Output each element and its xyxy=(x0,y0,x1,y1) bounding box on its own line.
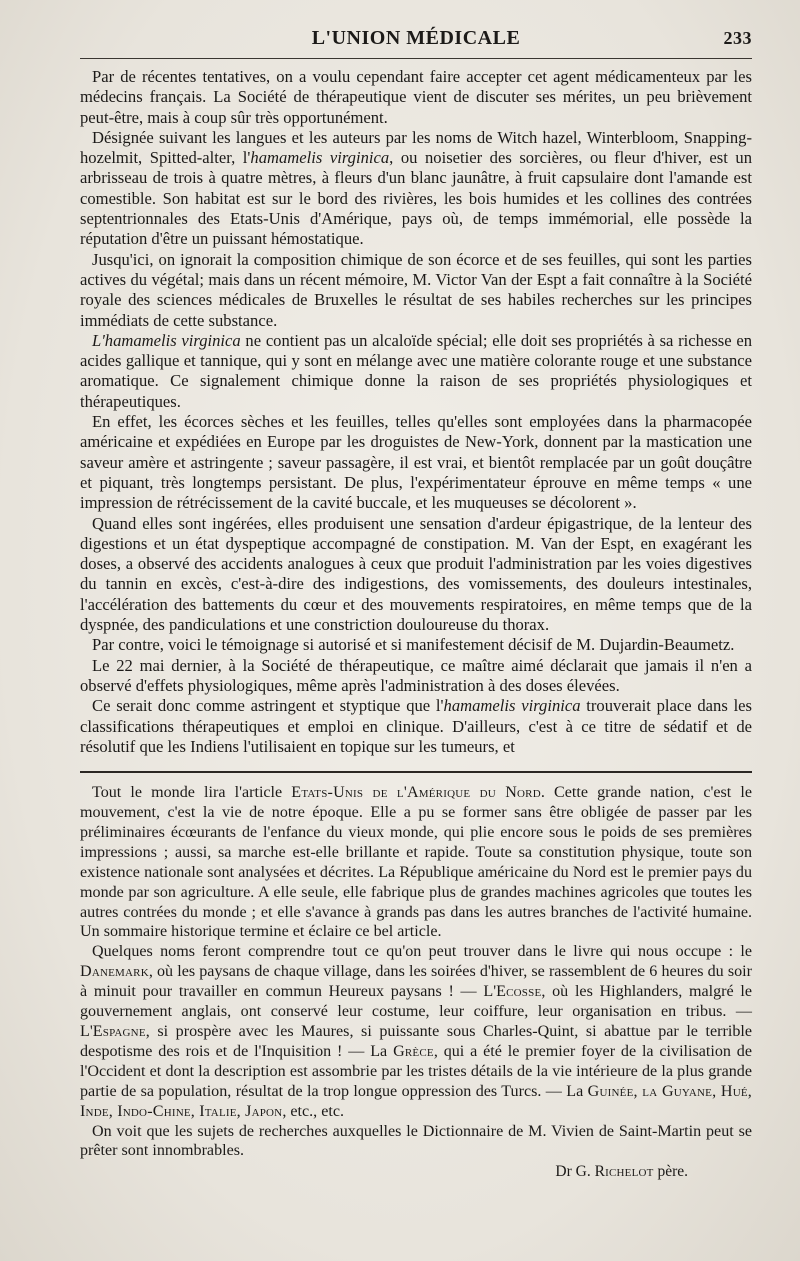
paragraph: En effet, les écorces sèches et les feuilles, telles qu'elles sont employées dans la pharmacopée américaine et expédiées en Europe par les droguistes de New-York, donnent par la mastication une saveur amère et astringente ; saveur passagère, il est vrai, et bientôt remplacée par un goût douçâtre et piquant, très longtemps persistant. De plus, l'expérimentateur éprouve en même temps « une impression de rétrécissement de la cavité buccale, et les muqueuses se décolorent ». xyxy=(80,412,752,513)
article-title: Etats-Unis de l'Amérique du Nord xyxy=(291,784,541,802)
country-name: Danemark xyxy=(80,963,149,981)
main-article xyxy=(80,67,752,757)
author-signature xyxy=(80,1163,752,1181)
paragraph: Par contre, voici le témoignage si autorisé et si manifestement décisif de M. Dujardin-Beaumetz. xyxy=(92,635,735,655)
paragraph xyxy=(80,942,752,1121)
text-run: Quelques noms feront comprendre tout ce qu'on peut trouver dans le livre qui nous occupe : le xyxy=(92,943,752,961)
text-run: Désignée suivant les langues et les auteurs par les noms de Witch hazel, Winterbloom, Snapping-hozelmit, Spitted-alter, l' xyxy=(80,127,752,168)
text-run: , où les Highlanders, malgré le gouvernement anglais, ont conservé leur costume, leur coiffure, leur organisation en tribus. — L' xyxy=(80,983,752,1040)
country-name: Espagne xyxy=(92,1022,146,1040)
text-run: , qui a été le premier foyer de la civilisation de l'Occident et dont la description est assombrie par les tristes détails de la vie intérieure de la plus grande partie de sa population, résultat de la trop longue oppression des Turcs. — La xyxy=(80,1042,752,1100)
feuilleton-section xyxy=(80,783,752,1181)
paragraph xyxy=(80,128,752,250)
text-run: Ce serait donc comme astringent et styptique que l' xyxy=(92,696,444,716)
latin-name: hamamelis virginica xyxy=(250,148,390,168)
text-run: trouverait place dans les classifications thérapeutiques et emploi en clinique. D'ailleurs, c'est à ce titre de sédatif et de résolutif que les Indiens l'utilisaient en topique sur les tumeurs, et xyxy=(80,696,752,756)
paragraph: Le 22 mai dernier, à la Société de thérapeutique, ce maître aimé déclarait que jamais il n'en a observé d'effets physiologiques, même après l'administration à des doses élevées. xyxy=(80,655,752,695)
paragraph: Par de récentes tentatives, on a voulu cependant faire accepter cet agent médicamenteux par les médecins français. La Société de thérapeutique vient de discuter ses mérites, un peu brièvement peut-être, mais à coup sûr très opportunément. xyxy=(80,67,752,127)
latin-name: hamamelis virginica xyxy=(443,696,581,716)
text-run: . Cette grande nation, c'est le mouvement, c'est la vie de notre époque. Elle a pu se former sans être obligée de passer par les préliminaires écœurants de l'enfance du vieux monde, qui plie encore sous le poids de ses premières impressions ; aussi, sa marche est-elle brillante et rapide. Toute sa constitution physique, toute son existence nationale sont analysées et décrites. La République américaine du Nord est le premier pays du monde par son agriculture. A elle seule, elle fabrique plus de grandes machines agricoles que toutes les autres contrées du monde ; et elle s'avance à grands pas dans les autres branches de l'activité humaine. Un sommaire historique termine et éclaire ce bel article. xyxy=(80,784,752,941)
paragraph xyxy=(80,783,752,942)
paragraph: Quand elles sont ingérées, elles produisent une sensation d'ardeur épigastrique, de la lenteur des digestions et un état dyspeptique accompagné de constipation. M. Van der Espt, en exagérant les doses, a observé des accidents analogues à ceux que produit l'administration par les voies digestives du tannin en excès, c'est-à-dire des indigestions, des vomissements, des douleurs intestinales, l'accélération des battements du cœur et des mouvements respiratoires, en même temps que de la dyspnée, des pandiculations et une constriction douloureuse du thorax. xyxy=(80,513,752,635)
text-run: Tout le monde lira l'article xyxy=(92,784,292,802)
feuilleton-rule xyxy=(80,771,752,773)
text-run: , etc., etc. xyxy=(282,1102,344,1120)
text-run: , où les paysans de chaque village, dans les soirées d'hiver, se rassemblent de 6 heures du soir à minuit pour travailler en commun Heureux paysans ! — L' xyxy=(80,963,752,1001)
country-name: Ecosse xyxy=(496,983,542,1001)
journal-title: L'UNION MÉDICALE xyxy=(311,27,521,49)
country-name: Grèce xyxy=(393,1042,434,1060)
paragraph: Jusqu'ici, on ignorait la composition chimique de son écorce et de ses feuilles, qui sont les parties actives du végétal; mais dans un récent mémoire, M. Victor Van der Espt a fait connaître à la Société royale des sciences médicales de Bruxelles le résultat de ses habiles recherches sur les principes immédiats de cette substance. xyxy=(80,249,752,330)
header-rule xyxy=(80,58,752,59)
signature-prefix: Dr G. xyxy=(555,1163,595,1181)
page-number: 233 xyxy=(723,28,752,48)
running-header xyxy=(80,20,752,56)
signature-suffix: père. xyxy=(653,1163,688,1181)
text-run: , si prospère avec les Maures, si puissante sous Charles-Quint, si abattue par le terrible despotisme des rois et de l'Inquisition ! — La xyxy=(80,1022,752,1060)
paragraph xyxy=(80,696,752,757)
text-run: ne contient pas un alcaloïde spécial; elle doit ses propriétés à sa richesse en acides gallique et tannique, qui y sont en mélange avec une matière colorante rouge et une substance aromatique. Ce signalement chimique donne la raison de ses propriétés physiologiques et thérapeutiques. xyxy=(80,330,752,411)
country-list: Guinée, la Guyane, Hué, Inde, Indo-Chine, Italie, Japon xyxy=(80,1082,753,1120)
latin-name: L'hamamelis virginica xyxy=(92,330,241,350)
signature-name: Richelot xyxy=(594,1163,654,1181)
paragraph xyxy=(80,331,752,412)
paragraph: On voit que les sujets de recherches auxquelles le Dictionnaire de M. Vivien de Saint-Martin peut se prêter sont innombrables. xyxy=(80,1122,752,1160)
text-run: , ou noisetier des sorcières, ou fleur d'hiver, est un arbrisseau de trois à quatre mètres, à fleurs d'un blanc jaunâtre, à fruit capsulaire dont l'amande est comestible. Son habitat est sur le bord des rivières, les bois humides et les collines des contrées septentrionnales des Etats-Unis d'Amérique, pays où, de temps immémorial, elle possède la réputation d'être un puissant hémostatique. xyxy=(80,148,752,249)
